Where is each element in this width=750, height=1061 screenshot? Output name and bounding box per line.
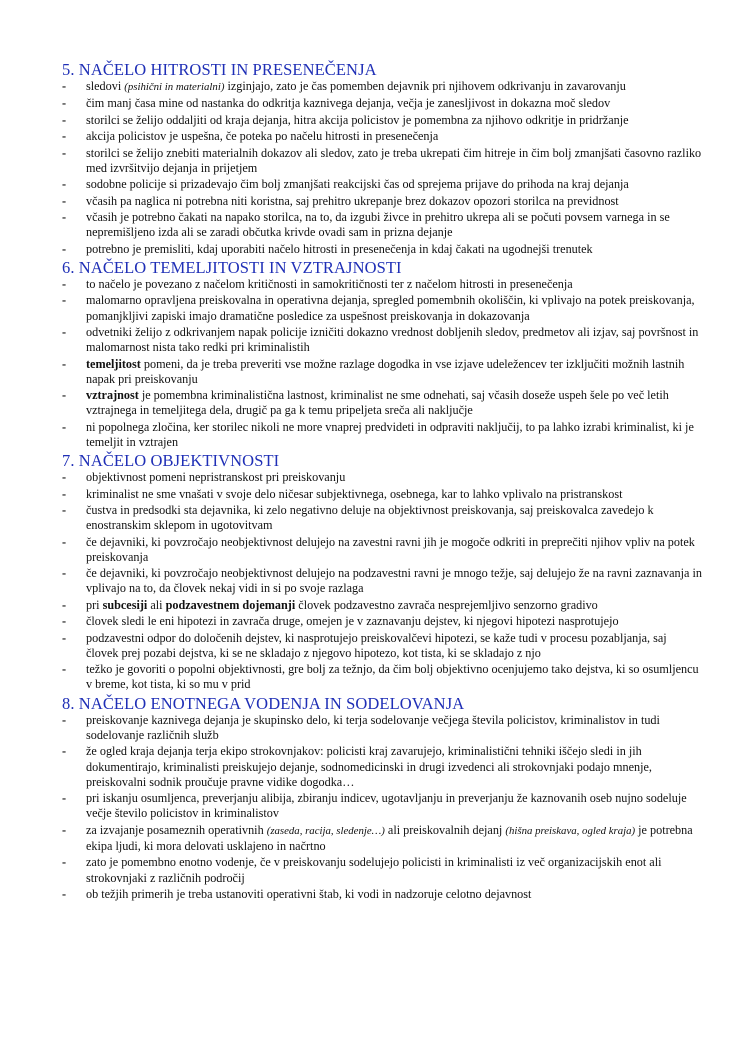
bold-term: podzavestnem dojemanji	[165, 597, 296, 612]
text-run: je pomembna kriminalistična lastnost, kriminalist ne sme odnehati, saj včasih doseže uspeh šele po več letih vztrajnega in temeljitega dela, drugič pa ga k temu pripeljeta sreča ali naključje	[86, 388, 669, 418]
text-run: je potrebna ekipa ljudi, ki mora delovati usklajeno in načrtno	[86, 822, 693, 853]
text-run: storilci se želijo oddaljiti od kraja dejanja, hitra akcija policistov je pomembna za njihovo odkritje in pridržanje	[86, 112, 629, 127]
list-item	[62, 662, 702, 692]
text-run: to načelo je povezano z načelom kritičnosti in samokritičnosti ter z načelom hitrosti in presenečenja	[86, 276, 573, 291]
list-item	[62, 713, 702, 743]
list-item	[62, 470, 702, 485]
text-run: ali preiskovalnih dejanj	[384, 822, 506, 837]
bold-term: subcesiji	[102, 597, 148, 612]
list-item	[62, 631, 702, 661]
text-run: včasih je potrebno čakati na napako storilca, na to, da izgubi živce in prehitro ukrepa ali se počuti povsem varnega in se nepremišljeno izda ali se zaradi občutka krivde ovadi sam in prizna dejanje	[86, 209, 670, 240]
text-run: pri	[86, 597, 103, 612]
list-item	[62, 487, 702, 502]
bold-term: temeljitost	[86, 356, 141, 371]
text-run: človek podzavestno zavrača nesprejemljivo senzorno gradivo	[295, 597, 598, 612]
section-heading: 5. NAČELO HITROSTI IN PRESENEČENJA	[62, 60, 377, 79]
text-run: ob težjih primerih je treba ustanoviti operativni štab, ki vodi in nadzoruje celotno dejavnost	[86, 886, 532, 901]
text-run: preiskovanje kaznivega dejanja je skupinsko delo, ki terja sodelovanje večjega števila policistov, kriminalistov in tudi sodelovanje različnih služb	[86, 712, 660, 743]
text-run: čim manj časa mine od nastanka do odkritja kaznivega dejanja, večja je zanesljivost in dokazna moč sledov	[86, 96, 611, 111]
list-item	[62, 325, 702, 355]
list-item	[62, 242, 702, 257]
text-run: za izvajanje posameznih operativnih	[86, 822, 267, 837]
text-run: sledovi	[86, 79, 125, 93]
list-item	[62, 791, 702, 821]
text-run: človek sledi le eni hipotezi in zavrača druge, omejen je v zaznavanju dejstev, ki njegovi hipotezi nasprotujejo	[86, 614, 619, 629]
list-item	[62, 210, 702, 240]
section-heading: 8. NAČELO ENOTNEGA VODENJA IN SODELOVANJA	[62, 693, 465, 713]
section	[62, 694, 702, 902]
list-item	[62, 194, 702, 209]
text-run: malomarno opravljena preiskovalna in operativna dejanja, spregled pomembnih okoliščin, ki vplivajo na potek preiskovanja, pomanjkljivi zapiski imajo dramatične posledice za uspešnost preiskovanja in dokazovanja	[86, 293, 695, 323]
list-item	[62, 855, 702, 885]
list-item	[62, 388, 702, 418]
list-item	[62, 744, 702, 790]
bullet-list	[62, 277, 702, 450]
section-heading: 6. NAČELO TEMELJITOSTI IN VZTRAJNOSTI	[62, 257, 402, 277]
text-run: težko je govoriti o popolni objektivnosti, gre bolj za težnjo, da čim bolj objektivno ocenjujemo tako dejstva, ki so osumljencu v breme, kot tista, ki so mu v prid	[86, 662, 699, 692]
list-item	[62, 566, 702, 596]
text-run: zato je pomembno enotno vodenje, če v preiskovanju sodelujejo policisti in kriminalisti iz več organizacijskih enot ali strokovnjaki z različnih področij	[86, 855, 662, 885]
text-run: včasih pa naglica ni potrebna niti koristna, saj prehitro ukrepanje brez dokazov opozori storilca na previdnost	[86, 193, 619, 208]
list-item	[62, 129, 702, 144]
document-page	[62, 60, 702, 903]
text-run: izginjajo, zato je čas pomemben dejavnik pri njihovem odkrivanju in zavarovanju	[224, 79, 626, 93]
list-item	[62, 277, 702, 292]
list-item	[62, 113, 702, 128]
section	[62, 258, 702, 450]
text-run: podzavestni odpor do določenih dejstev, ki nasprotujejo preiskovalčevi hipotezi, se kaže tudi v procesu pozabljanja, saj človek prej pozabi dejstva, ki se ne skladajo z njegovo hipotezo, kot tista, ki se skladajo z njo	[86, 630, 667, 660]
list-item	[62, 79, 702, 95]
list-item	[62, 146, 702, 176]
list-item	[62, 177, 702, 192]
list-item	[62, 503, 702, 533]
text-run: potrebno je premisliti, kdaj uporabiti načelo hitrosti in presenečenja in kdaj čakati na ugodnejši trenutek	[86, 241, 593, 256]
text-run: pri iskanju osumljenca, preverjanju alibija, zbiranju indicev, ugotavljanju in preverjanju že kaznovanih oseb nujno sodeluje večje število policistov in kriminalistov	[86, 791, 687, 821]
bold-term: vztrajnost	[86, 388, 139, 403]
italic-note: (psihični in materialni)	[124, 81, 225, 93]
bullet-list	[62, 713, 702, 902]
bullet-list	[62, 470, 702, 692]
list-item	[62, 823, 702, 854]
section	[62, 451, 702, 692]
text-run: čustva in predsodki sta dejavnika, ki zelo negativno deluje na objektivnost preiskovanja, saj preiskovalca zavedejo k enostranskim sklepom in ugotovitvam	[86, 503, 654, 533]
text-run: sodobne policije si prizadevajo čim bolj zmanjšati reakcijski čas od sprejema prijave do prihoda na kraj dejanja	[86, 177, 629, 192]
list-item	[62, 535, 702, 565]
list-item	[62, 598, 702, 613]
bullet-list	[62, 79, 702, 257]
text-run: kriminalist ne sme vnašati v svoje delo ničesar subjektivnega, osebnega, kar to lahko vplivalo na pristranskost	[86, 486, 623, 501]
list-item	[62, 614, 702, 629]
text-run: objektivnost pomeni nepristranskost pri preiskovanju	[86, 470, 346, 485]
italic-note: (zaseda, racija, sledenje…)	[266, 824, 385, 837]
section-heading: 7. NAČELO OBJEKTIVNOSTI	[62, 451, 280, 471]
text-run: odvetniki želijo z odkrivanjem napak policije izničiti dokazno vrednost dobljenih sledov, predmetov ali izjav, saj površnost in malomarnost nista tako redki pri kriminalistih	[86, 324, 699, 355]
text-run: pomeni, da je treba preveriti vse možne razlage dogodka in vse izjave udeležencev ter izključiti možnih lastnih napak pri preiskovanju	[86, 356, 685, 386]
list-item	[62, 420, 702, 450]
text-run: če dejavniki, ki povzročajo neobjektivnost delujejo na zavestni ravni jih je mogoče odkriti in preprečiti njihov vpliv na potek preiskovanja	[86, 534, 695, 564]
text-run: ali	[147, 597, 166, 612]
list-item	[62, 887, 702, 902]
text-run: akcija policistov je uspešna, če poteka po načelu hitrosti in presenečenja	[86, 129, 439, 144]
list-item	[62, 293, 702, 323]
section	[62, 60, 702, 257]
text-run: že ogled kraja dejanja terja ekipo strokovnjakov: policisti kraj zavarujejo, kriminalistični tehniki iščejo sledi in jih dokumentirajo, kriminalisti preiskujejo dejanje, sodnomedicinski in drugi izvedenci ali strokovnjaki podajo mnenje, preiskovalni sodnik proučuje pravne vidike dogodka…	[86, 744, 652, 789]
text-run: ni popolnega zločina, ker storilec nikoli ne more vnaprej predvideti in odpraviti naključij, to pa lahko izrabi kriminalist, ki je temeljit in vztrajen	[86, 419, 694, 449]
text-run: storilci se želijo znebiti materialnih dokazov ali sledov, zato je treba ukrepati čim hitreje in čim bolj zmanjšati časovno razliko med izvršitvijo dejanja in prijetjem	[86, 145, 702, 175]
list-item	[62, 357, 702, 387]
italic-note: (hišna preiskava, ogled kraja)	[505, 824, 636, 837]
text-run: če dejavniki, ki povzročajo neobjektivnost delujejo na podzavestni ravni je mnogo težje, saj delujejo že na ravni zaznavanja in vplivajo na to, da človek nekaj vidi in si po svoje razlaga	[86, 566, 702, 596]
list-item	[62, 96, 702, 111]
